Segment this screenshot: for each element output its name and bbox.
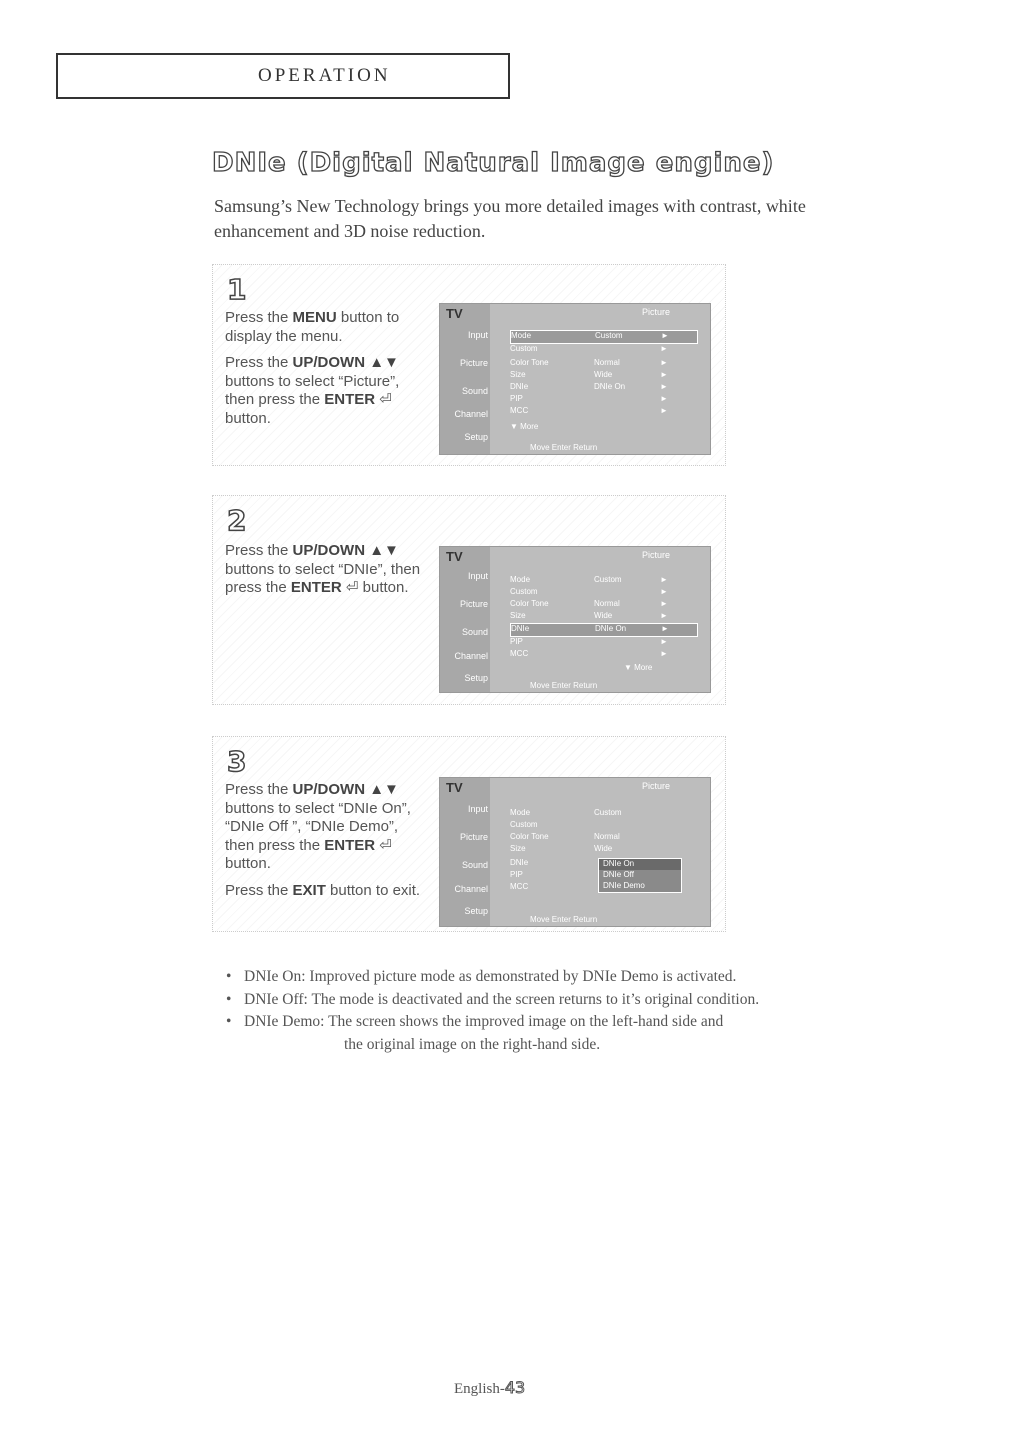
menu-row: MCC (510, 882, 529, 891)
notes-list (228, 966, 868, 1056)
menu-row: Mode Custom (510, 808, 622, 817)
menu-tabs (440, 304, 490, 454)
tv-label: TV (446, 306, 463, 321)
menu-tabs (440, 547, 490, 692)
option-dnie-off: DNIe Off (603, 870, 634, 879)
menu-row: PIP (510, 870, 523, 879)
section-header-box (56, 53, 510, 99)
tab-sound: Sound (461, 386, 488, 396)
menu-row: Color Tone Normal ► (510, 599, 668, 608)
page-number: English-43 (454, 1378, 526, 1397)
menu-row: ▼ More (510, 422, 539, 431)
tab-sound: Sound (461, 627, 488, 637)
menu-row: DNIe (510, 858, 529, 867)
enter-icon: ⏎ (345, 579, 359, 596)
instruction: Press the UP/DOWN ▲▼ buttons to select “DNIe”, then press the ENTER ⏎ button. (225, 542, 421, 596)
menu-row: PIP ► (510, 394, 668, 403)
menu-row: Size Wide ► (510, 611, 668, 620)
tab-setup: Setup (464, 906, 488, 916)
note-item: • DNIe Off: The mode is deactivated and the screen returns to it’s original condition. (228, 989, 868, 1012)
step-1 (212, 264, 726, 466)
tab-channel: Channel (454, 884, 488, 894)
tab-setup: Setup (464, 673, 488, 683)
menu-row: MCC ► (510, 406, 668, 415)
enter-icon: ⏎ (379, 391, 392, 408)
menu-row: Custom (510, 820, 538, 829)
instruction: Press the EXIT button to exit. (225, 881, 421, 899)
menu-row: Size Wide ► (510, 370, 668, 379)
enter-icon: ⏎ (379, 836, 392, 854)
tv-menu-screen (439, 777, 711, 927)
step-2 (212, 495, 726, 705)
step-instructions (225, 542, 425, 606)
menu-row: Custom ► (510, 344, 668, 353)
page-title: DNIe (Digital Natural Image engine) (212, 148, 775, 178)
tab-picture: Picture (459, 832, 488, 842)
instruction: Press the MENU button to display the menu. (225, 309, 400, 345)
instruction: Press the UP/DOWN ▲▼ buttons to select “DNIe On”, “DNIe Off ”, “DNIe Demo”, then press the ENTER ⏎ button. (225, 781, 411, 872)
menu-title: Picture (641, 781, 670, 791)
menu-title: Picture (641, 550, 670, 560)
tab-setup: Setup (464, 432, 488, 442)
note-item: • DNIe Demo: The screen shows the improved image on the left-hand side and the original image on the right-hand side. (228, 1011, 868, 1056)
menu-row: Size Wide (510, 844, 613, 853)
menu-tabs (440, 778, 490, 926)
tab-input: Input (467, 330, 488, 340)
menu-footer: Move Enter Return (530, 681, 598, 690)
step-instructions (225, 309, 425, 436)
menu-row: MCC ► (510, 649, 668, 658)
menu-row: DNIe DNIe On ► (510, 623, 698, 637)
step-3 (212, 736, 726, 932)
tv-menu-screen (439, 546, 711, 693)
option-dnie-demo: DNIe Demo (603, 881, 645, 890)
menu-row: Color Tone Normal ► (510, 358, 668, 367)
menu-row: Mode Custom ► (510, 575, 668, 584)
tab-channel: Channel (454, 651, 488, 661)
tv-label: TV (446, 549, 463, 564)
tv-label: TV (446, 780, 463, 795)
tab-input: Input (467, 571, 488, 581)
tab-channel: Channel (454, 409, 488, 419)
menu-title: Picture (641, 307, 670, 317)
step-number: 2 (227, 504, 247, 537)
menu-row: DNIe DNIe On ► (510, 382, 668, 391)
tab-picture: Picture (459, 599, 488, 609)
option-dnie-on: DNIe On (599, 859, 681, 870)
step-number: 1 (227, 273, 247, 306)
dnie-options-popup (598, 858, 682, 893)
menu-row: Custom ► (510, 587, 668, 596)
section-header: OPERATION (258, 65, 391, 86)
step-number: 3 (227, 745, 247, 778)
menu-footer: Move Enter Return (530, 915, 598, 924)
step-instructions (225, 781, 425, 908)
menu-footer: Move Enter Return (530, 443, 598, 452)
instruction: Press the UP/DOWN ▲▼ buttons to select “Picture”, then press the ENTER ⏎ button. (225, 354, 400, 427)
note-item: • DNIe On: Improved picture mode as demonstrated by DNIe Demo is activated. (228, 966, 868, 989)
menu-row: Mode Custom ► (510, 330, 698, 344)
intro-text: Samsung’s New Technology brings you more detailed images with contrast, white enhancement and 3D noise reduction. (214, 196, 806, 241)
menu-row: Color Tone Normal (510, 832, 620, 841)
tab-picture: Picture (459, 358, 488, 368)
menu-row: PIP ► (510, 637, 668, 646)
menu-row: ▼ More (624, 663, 653, 672)
tab-sound: Sound (461, 860, 488, 870)
note-continuation: the original image on the right-hand side. (344, 1035, 601, 1053)
tv-menu-screen (439, 303, 711, 455)
tab-input: Input (467, 804, 488, 814)
